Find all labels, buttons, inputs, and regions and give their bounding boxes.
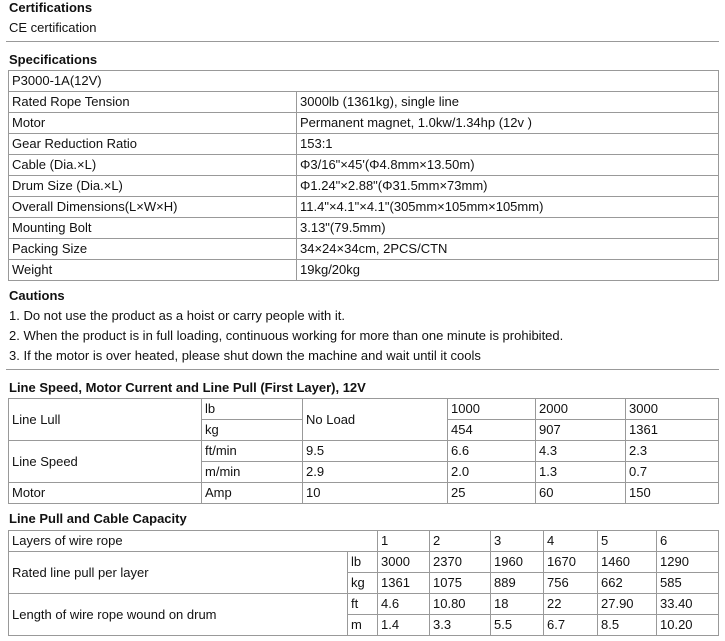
value-cell: 1290 xyxy=(657,552,719,573)
table-row xyxy=(9,92,719,113)
spec-value: Φ1.24"×2.88"(Φ31.5mm×73mm) xyxy=(297,176,719,197)
cautions-heading: Cautions xyxy=(9,288,65,303)
layer-cell: 5 xyxy=(598,531,657,552)
layer-cell: 2 xyxy=(430,531,491,552)
spec-label: Mounting Bolt xyxy=(9,218,297,239)
table-row xyxy=(9,239,719,260)
line-pull-table xyxy=(8,530,719,636)
value-cell: 756 xyxy=(544,573,598,594)
spec-value: 19kg/20kg xyxy=(297,260,719,281)
value-cell: 10 xyxy=(303,483,448,504)
value-cell: 1.4 xyxy=(378,615,430,636)
spec-value: 3.13"(79.5mm) xyxy=(297,218,719,239)
unit-cell: m/min xyxy=(202,462,303,483)
unit-cell: m xyxy=(348,615,378,636)
unit-cell: lb xyxy=(348,552,378,573)
spec-label: Rated Rope Tension xyxy=(9,92,297,113)
model-cell: P3000-1A(12V) xyxy=(9,71,719,92)
value-cell: 1361 xyxy=(378,573,430,594)
rope-length-label: Length of wire rope wound on drum xyxy=(9,594,348,636)
spec-label: Packing Size xyxy=(9,239,297,260)
value-cell: 5.5 xyxy=(491,615,544,636)
unit-cell: lb xyxy=(202,399,303,420)
unit-cell: kg xyxy=(348,573,378,594)
spec-label: Drum Size (Dia.×L) xyxy=(9,176,297,197)
value-cell: 18 xyxy=(491,594,544,615)
rated-pull-label: Rated line pull per layer xyxy=(9,552,348,594)
unit-cell: kg xyxy=(202,420,303,441)
specifications-table xyxy=(8,70,719,281)
value-cell: 454 xyxy=(448,420,536,441)
value-cell: 2.3 xyxy=(626,441,719,462)
value-cell: 2000 xyxy=(536,399,626,420)
unit-cell: ft/min xyxy=(202,441,303,462)
value-cell: 2.0 xyxy=(448,462,536,483)
divider xyxy=(6,369,719,370)
spec-label: Motor xyxy=(9,113,297,134)
table-row xyxy=(9,531,719,552)
value-cell: 1.3 xyxy=(536,462,626,483)
value-cell: 150 xyxy=(626,483,719,504)
layer-cell: 6 xyxy=(657,531,719,552)
table-row xyxy=(9,441,719,462)
value-cell: 3.3 xyxy=(430,615,491,636)
line-speed-heading: Line Speed, Motor Current and Line Pull (First Layer), 12V xyxy=(9,380,366,395)
value-cell: 10.20 xyxy=(657,615,719,636)
value-cell: 889 xyxy=(491,573,544,594)
line-lull-label: Line Lull xyxy=(9,399,202,441)
value-cell: 6.6 xyxy=(448,441,536,462)
table-row xyxy=(9,71,719,92)
spec-value: 34×24×34cm, 2PCS/CTN xyxy=(297,239,719,260)
caution-item: 2. When the product is in full loading, continuous working for more than one minute is prohibited. xyxy=(9,328,564,343)
spec-value: 11.4"×4.1"×4.1"(305mm×105mm×105mm) xyxy=(297,197,719,218)
layer-cell: 3 xyxy=(491,531,544,552)
table-row xyxy=(9,483,719,504)
line-speed-label: Line Speed xyxy=(9,441,202,483)
value-cell: 9.5 xyxy=(303,441,448,462)
value-cell: 1361 xyxy=(626,420,719,441)
value-cell: 1960 xyxy=(491,552,544,573)
caution-item: 1. Do not use the product as a hoist or carry people with it. xyxy=(9,308,346,323)
layer-cell: 1 xyxy=(378,531,430,552)
no-load-cell: No Load xyxy=(303,399,448,441)
value-cell: 1000 xyxy=(448,399,536,420)
value-cell: 1460 xyxy=(598,552,657,573)
table-row xyxy=(9,594,719,615)
table-row xyxy=(9,197,719,218)
value-cell: 8.5 xyxy=(598,615,657,636)
value-cell: 2.9 xyxy=(303,462,448,483)
value-cell: 4.3 xyxy=(536,441,626,462)
spec-value: 3000lb (1361kg), single line xyxy=(297,92,719,113)
table-row xyxy=(9,176,719,197)
table-row xyxy=(9,260,719,281)
certifications-heading: Certifications xyxy=(9,0,93,15)
spec-value: Φ3/16"×45'(Φ4.8mm×13.50m) xyxy=(297,155,719,176)
spec-value: Permanent magnet, 1.0kw/1.34hp (12v ) xyxy=(297,113,719,134)
line-pull-heading: Line Pull and Cable Capacity xyxy=(9,511,187,526)
value-cell: 1670 xyxy=(544,552,598,573)
unit-cell: ft xyxy=(348,594,378,615)
layers-label: Layers of wire rope xyxy=(9,531,378,552)
value-cell: 907 xyxy=(536,420,626,441)
spec-label: Weight xyxy=(9,260,297,281)
specifications-heading: Specifications xyxy=(9,52,98,67)
value-cell: 3000 xyxy=(378,552,430,573)
certifications-text: CE certification xyxy=(9,20,97,35)
line-speed-table xyxy=(8,398,719,504)
spec-label: Overall Dimensions(L×W×H) xyxy=(9,197,297,218)
caution-item: 3. If the motor is over heated, please shut down the machine and wait until it cools xyxy=(9,348,481,363)
layer-cell: 4 xyxy=(544,531,598,552)
value-cell: 585 xyxy=(657,573,719,594)
spec-value: 153:1 xyxy=(297,134,719,155)
divider xyxy=(6,41,719,42)
table-row xyxy=(9,155,719,176)
value-cell: 1075 xyxy=(430,573,491,594)
spec-label: Cable (Dia.×L) xyxy=(9,155,297,176)
value-cell: 6.7 xyxy=(544,615,598,636)
spec-label: Gear Reduction Ratio xyxy=(9,134,297,155)
value-cell: 2370 xyxy=(430,552,491,573)
table-row xyxy=(9,552,719,573)
value-cell: 3000 xyxy=(626,399,719,420)
value-cell: 22 xyxy=(544,594,598,615)
motor-label: Motor xyxy=(9,483,202,504)
value-cell: 25 xyxy=(448,483,536,504)
unit-cell: Amp xyxy=(202,483,303,504)
value-cell: 10.80 xyxy=(430,594,491,615)
value-cell: 4.6 xyxy=(378,594,430,615)
value-cell: 662 xyxy=(598,573,657,594)
table-row xyxy=(9,399,719,420)
table-row xyxy=(9,113,719,134)
value-cell: 27.90 xyxy=(598,594,657,615)
value-cell: 0.7 xyxy=(626,462,719,483)
table-row xyxy=(9,218,719,239)
value-cell: 33.40 xyxy=(657,594,719,615)
table-row xyxy=(9,134,719,155)
value-cell: 60 xyxy=(536,483,626,504)
